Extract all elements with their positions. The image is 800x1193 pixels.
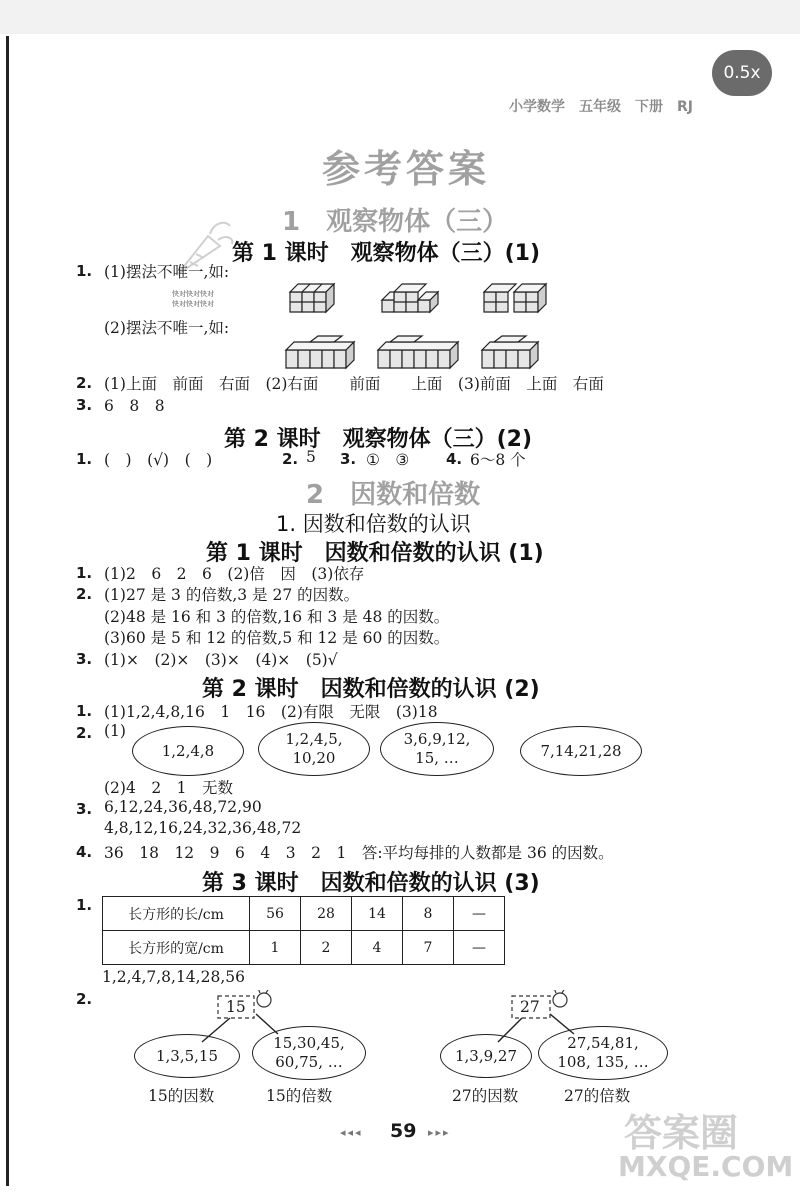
answer-oval: 1,2,4,8 [132, 726, 244, 776]
unit1-lesson2-title: 第 2 课时 观察物体（三）(2) [224, 427, 533, 452]
answer-text: 6,12,24,36,48,72,90 [104, 798, 262, 816]
answer-text: 6 8 8 [104, 397, 165, 415]
subject-header: 小学数学 五年级 下册 RJ [509, 99, 693, 115]
answer-text: (1) [104, 722, 126, 740]
diagram-number: 27 [520, 998, 540, 1016]
table-cell: 1 [250, 931, 301, 965]
page-number: 59 [390, 1120, 417, 1142]
table-cell: 8 [403, 897, 454, 931]
q-number: 4. [446, 450, 463, 468]
table-row [103, 931, 505, 965]
unit1-title: 1 观察物体（三） [282, 207, 509, 237]
q-number: 2. [76, 585, 93, 603]
answer-text: (2)48 是 16 和 3 的倍数,16 和 3 是 48 的因数。 [104, 608, 450, 626]
answer-text: (2)摆法不唯一,如: [104, 319, 230, 337]
answer-text: (1)× (2)× (3)× (4)× (5)√ [104, 651, 338, 669]
answer-text: (1)摆法不唯一,如: [104, 263, 230, 281]
table-cell: 4 [352, 931, 403, 965]
q-number: 3. [76, 650, 93, 668]
answer-oval: 3,6,9,12, 15, … [380, 722, 494, 776]
answer-text: (1)27 是 3 的倍数,3 是 27 的因数。 [104, 586, 360, 604]
table-cell: 14 [352, 897, 403, 931]
unit2-title: 2 因数和倍数 [306, 480, 481, 510]
answer-oval: 7,14,21,28 [520, 726, 642, 776]
q-number: 1. [76, 450, 93, 468]
diagram-caption: 15的因数 [148, 1087, 215, 1105]
diagram-caption: 27的因数 [452, 1087, 519, 1105]
zoom-badge[interactable]: 0.5x [712, 50, 772, 96]
factor-oval: 1,3,5,15 [134, 1034, 240, 1078]
cube-arrangement-figure [374, 332, 466, 374]
diagram-caption: 27的倍数 [564, 1087, 631, 1105]
cube-arrangement-figure [478, 332, 550, 374]
factor-oval: 1,3,9,27 [440, 1034, 532, 1078]
tiny-label: 快对快对快对 [172, 300, 214, 308]
multiple-oval: 27,54,81, 108, 135, … [538, 1026, 668, 1080]
q-number: 2. [76, 374, 93, 392]
unit2-lesson2-title: 第 2 课时 因数和倍数的认识 (2) [202, 677, 540, 702]
answer-text: ( ) (√) ( ) [104, 451, 213, 469]
q-number: 3. [76, 800, 93, 818]
prev-page-arrows[interactable]: ◂◂◂ [340, 1126, 363, 1139]
cube-arrangement-figure [282, 332, 362, 374]
answer-text: 4,8,12,16,24,32,36,48,72 [104, 819, 302, 837]
diagram-caption: 15的倍数 [266, 1087, 333, 1105]
diagram-number: 15 [226, 998, 246, 1016]
table-cell: 7 [403, 931, 454, 965]
answer-text: 36 18 12 9 6 4 3 2 1 答:平均每排的人数都是 36 的因数。 [104, 844, 614, 862]
q-number: 1. [76, 262, 93, 280]
answer-text: ① ③ [366, 451, 410, 469]
q-number: 1. [76, 896, 93, 914]
rectangle-dimensions-table [102, 896, 505, 965]
answer-text: (1)1,2,4,8,16 1 16 (2)有限 无限 (3)18 [104, 703, 438, 721]
watermark-site: MXQE.COM [618, 1150, 794, 1183]
tiny-label: 快对快对快对 [172, 290, 214, 298]
multiple-oval: 15,30,45, 60,75, … [252, 1026, 366, 1080]
table-cell: — [454, 897, 505, 931]
answer-text: (3)60 是 5 和 12 的倍数,5 和 12 是 60 的因数。 [104, 629, 450, 647]
table-cell: — [454, 931, 505, 965]
table-header-cell: 长方形的宽/cm [103, 931, 250, 965]
q-number: 3. [76, 396, 93, 414]
table-cell: 56 [250, 897, 301, 931]
answer-oval: 1,2,4,5, 10,20 [258, 722, 370, 776]
unit2-section-title: 1. 因数和倍数的认识 [276, 512, 471, 536]
q-number: 3. [340, 450, 357, 468]
answer-text: (1)2 6 2 6 (2)倍 因 (3)依存 [104, 565, 365, 583]
table-header-cell: 长方形的长/cm [103, 897, 250, 931]
answer-text: 6～8 个 [470, 451, 526, 469]
unit1-lesson1-title: 第 1 课时 观察物体（三）(1) [232, 241, 541, 266]
answer-text: 5 [306, 448, 316, 466]
unit2-lesson3-title: 第 3 课时 因数和倍数的认识 (3) [202, 871, 540, 896]
table-row [103, 897, 505, 931]
answer-text: 1,2,4,7,8,14,28,56 [102, 968, 245, 986]
table-cell: 28 [301, 897, 352, 931]
page-edge-rule [6, 36, 9, 1186]
answer-text: (2)4 2 1 无数 [104, 779, 234, 797]
cube-arrangement-figure [378, 278, 448, 318]
answer-text: (1)上面 前面 右面 (2)右面 前面 上面 (3)前面 上面 右面 [104, 375, 604, 393]
q-number: 1. [76, 702, 93, 720]
cube-arrangement-figure [284, 278, 344, 318]
watermark-brand: 答案圈 [624, 1111, 739, 1155]
next-page-arrows[interactable]: ▸▸▸ [428, 1126, 451, 1139]
cube-arrangement-figure [480, 278, 550, 318]
q-number: 2. [76, 724, 93, 742]
q-number: 2. [76, 990, 93, 1008]
q-number: 1. [76, 564, 93, 582]
unit2-lesson1-title: 第 1 课时 因数和倍数的认识 (1) [206, 541, 544, 566]
q-number: 2. [282, 450, 299, 468]
q-number: 4. [76, 843, 93, 861]
main-title: 参考答案 [322, 147, 491, 191]
table-cell: 2 [301, 931, 352, 965]
top-band [0, 0, 800, 34]
